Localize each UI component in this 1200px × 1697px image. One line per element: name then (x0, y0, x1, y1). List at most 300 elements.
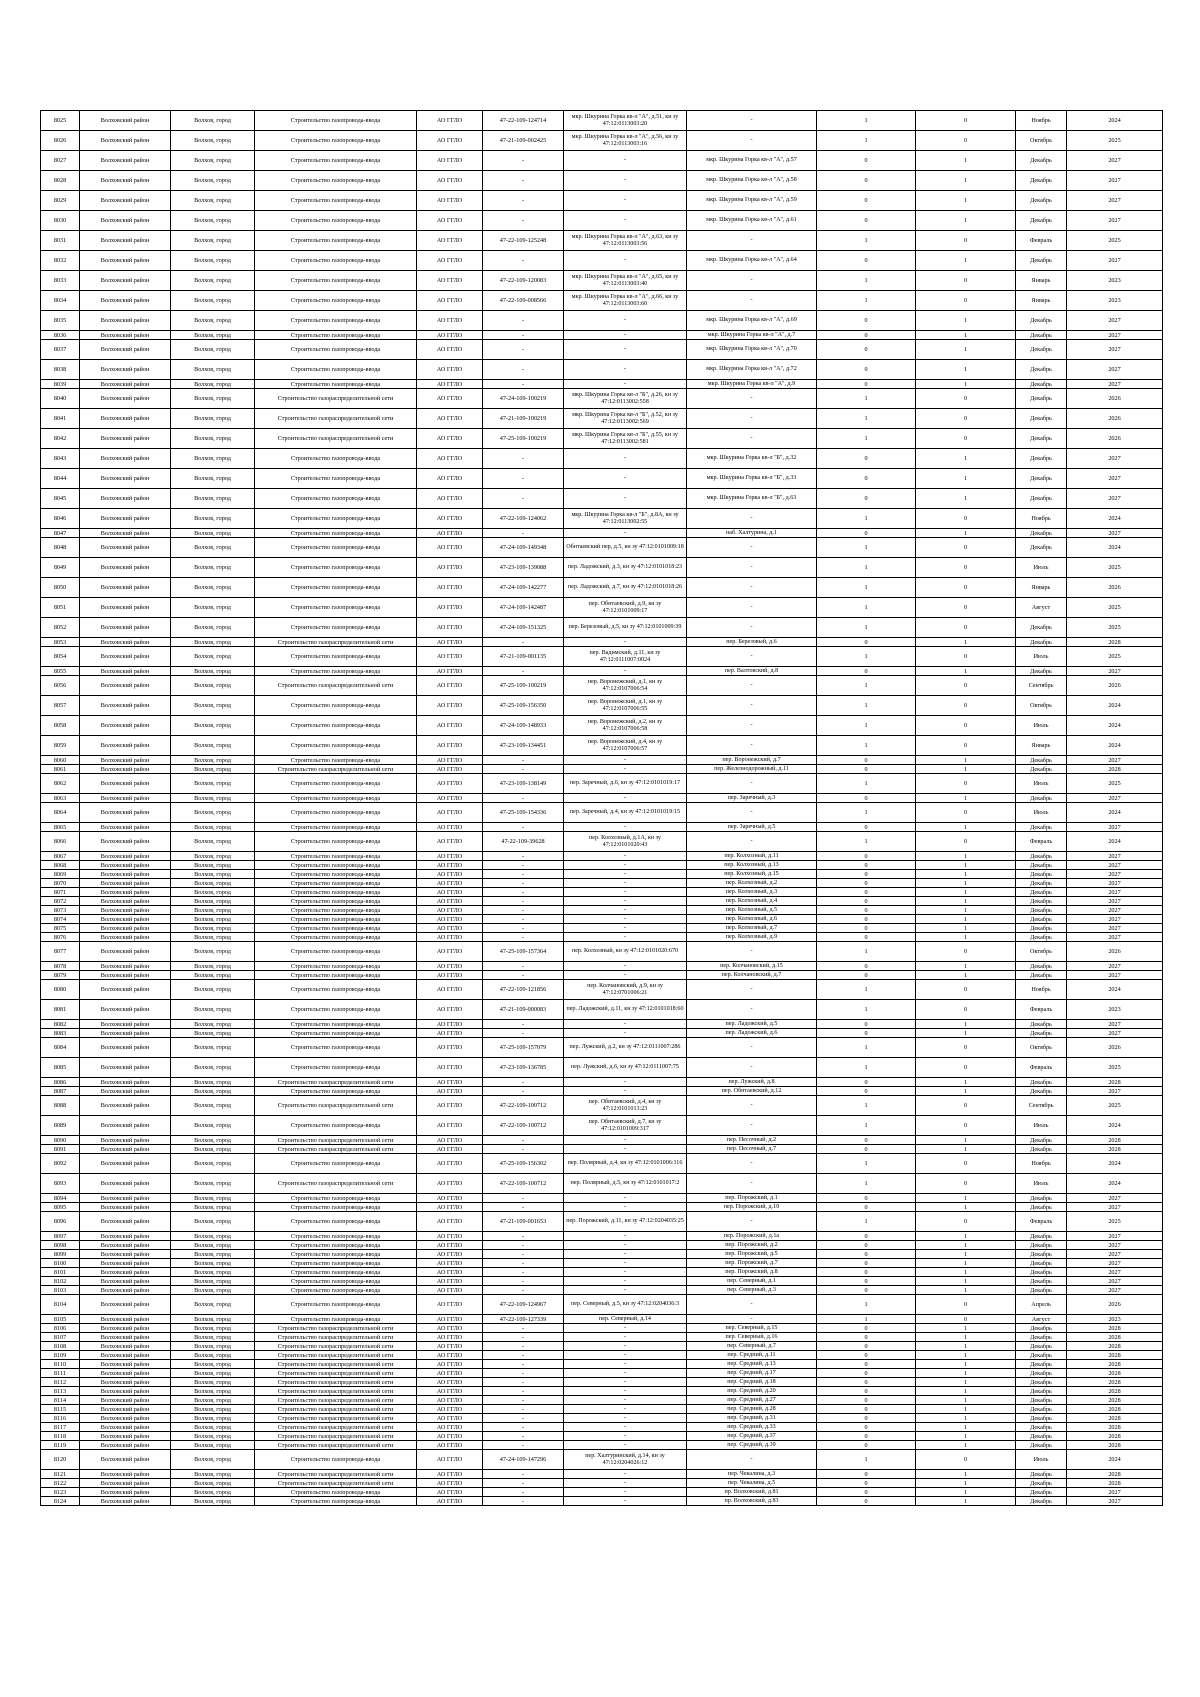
district-cell: Волховский район (80, 832, 171, 852)
address-cell: - (687, 1116, 817, 1136)
organization-cell: АО ГГЛО (417, 1423, 483, 1432)
year-cell: 2028 (1067, 1324, 1163, 1333)
organization-cell: АО ГГЛО (417, 171, 483, 191)
organization-cell: АО ГГЛО (417, 803, 483, 823)
contracted-count-cell: 0 (817, 1387, 916, 1396)
settlement-cell: Волхов, город (171, 924, 255, 933)
settlement-cell: Волхов, город (171, 1497, 255, 1506)
work-type-cell: Строительство газопровода-ввода (255, 716, 417, 736)
month-cell: Декабрь (1016, 211, 1067, 231)
work-type-cell: Строительство газопровода-ввода (255, 469, 417, 489)
planned-count-cell: 0 (916, 509, 1016, 529)
table-row (41, 1174, 1163, 1194)
planned-count-cell: 1 (916, 794, 1016, 803)
address-with-cadastral-cell: пер. Обнтаевский, д.7, кн зу 47:12:0101009:317 (564, 1116, 687, 1136)
year-cell: 2028 (1067, 1145, 1163, 1154)
address-cell: - (687, 716, 817, 736)
address-cell: - (687, 231, 817, 251)
settlement-cell: Волхов, город (171, 1268, 255, 1277)
planned-count-cell: 1 (916, 151, 1016, 171)
district-cell: Волховский район (80, 111, 171, 131)
planned-count-cell: 0 (916, 774, 1016, 794)
contracted-count-cell: 0 (817, 1351, 916, 1360)
contracted-count-cell: 1 (817, 774, 916, 794)
planned-count-cell: 0 (916, 1116, 1016, 1136)
district-cell: Волховский район (80, 360, 171, 380)
work-type-cell: Строительство газораспределительной сети (255, 389, 417, 409)
application-number-cell: - (483, 1488, 564, 1497)
month-cell: Ноябрь (1016, 980, 1067, 1000)
application-number-cell: 47-23-109-134451 (483, 736, 564, 756)
work-type-cell: Строительство газопровода-ввода (255, 736, 417, 756)
table-row (41, 529, 1163, 538)
address-cell: пер. Чекалина, д.5 (687, 1479, 817, 1488)
address-with-cadastral-cell: пер. Северный, д.5, кн зу 47:12:0204036:3 (564, 1295, 687, 1315)
district-cell: Волховский район (80, 409, 171, 429)
district-cell: Волховский район (80, 942, 171, 962)
planned-count-cell: 0 (916, 1096, 1016, 1116)
table-row (41, 1154, 1163, 1174)
month-cell: Ноябрь (1016, 509, 1067, 529)
planned-count-cell: 1 (916, 870, 1016, 879)
address-cell: пер. Средний, д.17 (687, 1369, 817, 1378)
settlement-cell: Волхов, город (171, 1405, 255, 1414)
row-number-cell: 8067 (41, 852, 80, 861)
settlement-cell: Волхов, город (171, 1096, 255, 1116)
application-number-cell: - (483, 311, 564, 331)
address-with-cadastral-cell: - (564, 1387, 687, 1396)
organization-cell: АО ГГЛО (417, 1333, 483, 1342)
work-type-cell: Строительство газопровода-ввода (255, 1232, 417, 1241)
year-cell: 2025 (1067, 618, 1163, 638)
planned-count-cell: 1 (916, 489, 1016, 509)
settlement-cell: Волхов, город (171, 794, 255, 803)
address-with-cadastral-cell: - (564, 1396, 687, 1405)
contracted-count-cell: 1 (817, 231, 916, 251)
work-type-cell: Строительство газопровода-ввода (255, 1116, 417, 1136)
row-number-cell: 8038 (41, 360, 80, 380)
work-type-cell: Строительство газораспределительной сети (255, 1378, 417, 1387)
application-number-cell: - (483, 1369, 564, 1378)
year-cell: 2027 (1067, 1497, 1163, 1506)
address-with-cadastral-cell: мкр. Шкурина Горка кв-л "А", д.56, кн зу 47:12:0113003:16 (564, 131, 687, 151)
month-cell: Декабрь (1016, 449, 1067, 469)
address-cell: пер. Северный, д.15 (687, 1324, 817, 1333)
organization-cell: АО ГГЛО (417, 962, 483, 971)
address-with-cadastral-cell: - (564, 638, 687, 647)
table-row (41, 962, 1163, 971)
application-number-cell: - (483, 449, 564, 469)
contracted-count-cell: 1 (817, 538, 916, 558)
organization-cell: АО ГГЛО (417, 509, 483, 529)
work-type-cell: Строительство газопровода-ввода (255, 151, 417, 171)
month-cell: Октябрь (1016, 131, 1067, 151)
work-type-cell: Строительство газопровода-ввода (255, 1450, 417, 1470)
settlement-cell: Волхов, город (171, 558, 255, 578)
address-with-cadastral-cell: - (564, 1078, 687, 1087)
district-cell: Волховский район (80, 489, 171, 509)
work-type-cell: Строительство газопровода-ввода (255, 852, 417, 861)
row-number-cell: 8107 (41, 1333, 80, 1342)
row-number-cell: 8106 (41, 1324, 80, 1333)
district-cell: Волховский район (80, 736, 171, 756)
table-row (41, 271, 1163, 291)
district-cell: Волховский район (80, 1268, 171, 1277)
contracted-count-cell: 0 (817, 1432, 916, 1441)
table-row (41, 933, 1163, 942)
settlement-cell: Волхов, город (171, 1212, 255, 1232)
contracted-count-cell: 0 (817, 1029, 916, 1038)
organization-cell: АО ГГЛО (417, 1058, 483, 1078)
contracted-count-cell: 0 (817, 1396, 916, 1405)
work-type-cell: Строительство газопровода-ввода (255, 1241, 417, 1250)
district-cell: Волховский район (80, 852, 171, 861)
district-cell: Волховский район (80, 1450, 171, 1470)
organization-cell: АО ГГЛО (417, 1450, 483, 1470)
address-with-cadastral-cell: - (564, 380, 687, 389)
address-with-cadastral-cell: мкр. Шкурина Горка кв-л "Б", д.52, кн зу 47:12:0113002:569 (564, 409, 687, 429)
application-number-cell: - (483, 1342, 564, 1351)
address-cell: пер. Ладожский, д.6 (687, 1029, 817, 1038)
address-with-cadastral-cell: - (564, 1333, 687, 1342)
contracted-count-cell: 0 (817, 1369, 916, 1378)
settlement-cell: Волхов, город (171, 231, 255, 251)
address-cell: - (687, 980, 817, 1000)
settlement-cell: Волхов, город (171, 756, 255, 765)
address-cell: пер. Средний, д.37 (687, 1432, 817, 1441)
application-number-cell: - (483, 529, 564, 538)
address-with-cadastral-cell: - (564, 151, 687, 171)
district-cell: Волховский район (80, 1333, 171, 1342)
settlement-cell: Волхов, город (171, 1295, 255, 1315)
contracted-count-cell: 0 (817, 529, 916, 538)
application-number-cell: - (483, 638, 564, 647)
work-type-cell: Строительство газораспределительной сети (255, 676, 417, 696)
year-cell: 2027 (1067, 971, 1163, 980)
table-row (41, 331, 1163, 340)
application-number-cell: - (483, 765, 564, 774)
application-number-cell: 47-22-109-124967 (483, 1295, 564, 1315)
work-type-cell: Строительство газопровода-ввода (255, 211, 417, 231)
contracted-count-cell: 0 (817, 171, 916, 191)
row-number-cell: 8123 (41, 1488, 80, 1497)
work-type-cell: Строительство газопровода-ввода (255, 980, 417, 1000)
planned-count-cell: 0 (916, 538, 1016, 558)
district-cell: Волховский район (80, 1116, 171, 1136)
planned-count-cell: 0 (916, 131, 1016, 151)
planned-count-cell: 1 (916, 1029, 1016, 1038)
contracted-count-cell: 1 (817, 696, 916, 716)
application-number-cell: 47-25-109-156350 (483, 696, 564, 716)
address-with-cadastral-cell: мкр. Шкурина Горка кв-л "Б", д.55, кн зу 47:12:0113002:581 (564, 429, 687, 449)
work-type-cell: Строительство газораспределительной сети (255, 1387, 417, 1396)
planned-count-cell: 0 (916, 291, 1016, 311)
application-number-cell: 47-22-109-100712 (483, 1096, 564, 1116)
organization-cell: АО ГГЛО (417, 971, 483, 980)
table-row (41, 897, 1163, 906)
organization-cell: АО ГГЛО (417, 449, 483, 469)
district-cell: Волховский район (80, 578, 171, 598)
settlement-cell: Волхов, город (171, 1479, 255, 1488)
planned-count-cell: 0 (916, 1154, 1016, 1174)
organization-cell: АО ГГЛО (417, 1116, 483, 1136)
contracted-count-cell: 0 (817, 897, 916, 906)
settlement-cell: Волхов, город (171, 1342, 255, 1351)
application-number-cell: - (483, 489, 564, 509)
district-cell: Волховский район (80, 803, 171, 823)
planned-count-cell: 1 (916, 1479, 1016, 1488)
address-cell: пер. Северный, д.1 (687, 1277, 817, 1286)
planned-count-cell: 1 (916, 888, 1016, 897)
contracted-count-cell: 0 (817, 1020, 916, 1029)
address-cell: - (687, 832, 817, 852)
table-row (41, 1414, 1163, 1423)
address-with-cadastral-cell: - (564, 311, 687, 331)
contracted-count-cell: 0 (817, 331, 916, 340)
application-number-cell: - (483, 915, 564, 924)
month-cell: Декабрь (1016, 311, 1067, 331)
planned-count-cell: 1 (916, 449, 1016, 469)
row-number-cell: 8031 (41, 231, 80, 251)
address-with-cadastral-cell: пер. Ладожский, д.11, кн зу 47:12:0101018:60 (564, 1000, 687, 1020)
address-cell: пер. Березовый, д.6 (687, 638, 817, 647)
address-with-cadastral-cell: - (564, 360, 687, 380)
table-row (41, 1369, 1163, 1378)
planned-count-cell: 0 (916, 618, 1016, 638)
application-number-cell: - (483, 1277, 564, 1286)
row-number-cell: 8091 (41, 1145, 80, 1154)
application-number-cell: 47-21-109-001135 (483, 647, 564, 667)
table-row (41, 509, 1163, 529)
work-type-cell: Строительство газопровода-ввода (255, 191, 417, 211)
address-cell: - (687, 131, 817, 151)
year-cell: 2025 (1067, 1096, 1163, 1116)
month-cell: Июль (1016, 1450, 1067, 1470)
organization-cell: АО ГГЛО (417, 529, 483, 538)
planned-count-cell: 0 (916, 1174, 1016, 1194)
organization-cell: АО ГГЛО (417, 1277, 483, 1286)
planned-count-cell: 1 (916, 1324, 1016, 1333)
contracted-count-cell: 1 (817, 509, 916, 529)
month-cell: Декабрь (1016, 765, 1067, 774)
application-number-cell: 47-24-109-149348 (483, 538, 564, 558)
address-with-cadastral-cell: - (564, 1479, 687, 1488)
address-cell: пер. Лужский, д.8 (687, 1078, 817, 1087)
work-type-cell: Строительство газопровода-ввода (255, 509, 417, 529)
address-cell: пер. Воронежский, д.7 (687, 756, 817, 765)
row-number-cell: 8056 (41, 676, 80, 696)
contracted-count-cell: 0 (817, 191, 916, 211)
address-cell: пер. Порожский, д.7 (687, 1259, 817, 1268)
district-cell: Волховский район (80, 870, 171, 879)
month-cell: Декабрь (1016, 538, 1067, 558)
work-type-cell: Строительство газораспределительной сети (255, 1333, 417, 1342)
year-cell: 2023 (1067, 271, 1163, 291)
address-with-cadastral-cell: - (564, 171, 687, 191)
year-cell: 2027 (1067, 1268, 1163, 1277)
planned-count-cell: 1 (916, 191, 1016, 211)
table-row (41, 1268, 1163, 1277)
work-type-cell: Строительство газопровода-ввода (255, 971, 417, 980)
work-type-cell: Строительство газопровода-ввода (255, 1058, 417, 1078)
year-cell: 2027 (1067, 151, 1163, 171)
planned-count-cell: 1 (916, 971, 1016, 980)
application-number-cell: 47-22-109-124062 (483, 509, 564, 529)
row-number-cell: 8064 (41, 803, 80, 823)
work-type-cell: Строительство газопровода-ввода (255, 774, 417, 794)
address-with-cadastral-cell: - (564, 1286, 687, 1295)
settlement-cell: Волхов, город (171, 578, 255, 598)
planned-count-cell: 1 (916, 1497, 1016, 1506)
contracted-count-cell: 0 (817, 765, 916, 774)
settlement-cell: Волхов, город (171, 251, 255, 271)
application-number-cell: - (483, 151, 564, 171)
address-with-cadastral-cell: мкр. Шкурина Горка кв-л "А", д.51, кн зу 47:12:0113003:20 (564, 111, 687, 131)
year-cell: 2028 (1067, 1441, 1163, 1450)
table-row (41, 1315, 1163, 1324)
year-cell: 2027 (1067, 1250, 1163, 1259)
address-cell: пер. Колхозный, д.5 (687, 906, 817, 915)
year-cell: 2028 (1067, 1432, 1163, 1441)
district-cell: Волховский район (80, 879, 171, 888)
year-cell: 2024 (1067, 716, 1163, 736)
settlement-cell: Волхов, город (171, 852, 255, 861)
application-number-cell: - (483, 1405, 564, 1414)
settlement-cell: Волхов, город (171, 1241, 255, 1250)
work-type-cell: Строительство газопровода-ввода (255, 667, 417, 676)
row-number-cell: 8085 (41, 1058, 80, 1078)
planned-count-cell: 0 (916, 980, 1016, 1000)
address-cell: пер. Колхозный, д.15 (687, 870, 817, 879)
district-cell: Волховский район (80, 1387, 171, 1396)
district-cell: Волховский район (80, 1020, 171, 1029)
work-type-cell: Строительство газопровода-ввода (255, 794, 417, 803)
contracted-count-cell: 1 (817, 111, 916, 131)
row-number-cell: 8103 (41, 1286, 80, 1295)
address-with-cadastral-cell: - (564, 251, 687, 271)
settlement-cell: Волхов, город (171, 111, 255, 131)
district-cell: Волховский район (80, 933, 171, 942)
organization-cell: АО ГГЛО (417, 915, 483, 924)
month-cell: Декабрь (1016, 1333, 1067, 1342)
planned-count-cell: 0 (916, 111, 1016, 131)
contracted-count-cell: 1 (817, 803, 916, 823)
settlement-cell: Волхов, город (171, 1020, 255, 1029)
month-cell: Декабрь (1016, 1396, 1067, 1405)
row-number-cell: 8058 (41, 716, 80, 736)
row-number-cell: 8116 (41, 1414, 80, 1423)
row-number-cell: 8095 (41, 1203, 80, 1212)
row-number-cell: 8028 (41, 171, 80, 191)
row-number-cell: 8052 (41, 618, 80, 638)
address-cell: - (687, 736, 817, 756)
address-cell: пр. Волховский, д.83 (687, 1497, 817, 1506)
organization-cell: АО ГГЛО (417, 676, 483, 696)
address-cell: пер. Песочный, д.7 (687, 1145, 817, 1154)
contracted-count-cell: 0 (817, 1333, 916, 1342)
settlement-cell: Волхов, город (171, 1000, 255, 1020)
application-number-cell: - (483, 1396, 564, 1405)
address-with-cadastral-cell: пер. Воронежский, д.2, кн зу 47:12:0107006:58 (564, 716, 687, 736)
settlement-cell: Волхов, город (171, 1087, 255, 1096)
year-cell: 2027 (1067, 1277, 1163, 1286)
settlement-cell: Волхов, город (171, 1315, 255, 1324)
year-cell: 2027 (1067, 962, 1163, 971)
application-number-cell: - (483, 251, 564, 271)
address-cell: - (687, 291, 817, 311)
address-cell: - (687, 1295, 817, 1315)
contracted-count-cell: 0 (817, 1479, 916, 1488)
table-row (41, 1241, 1163, 1250)
table-row (41, 774, 1163, 794)
work-type-cell: Строительство газопровода-ввода (255, 861, 417, 870)
work-type-cell: Строительство газопровода-ввода (255, 271, 417, 291)
address-with-cadastral-cell: пер. Халтуринский, д.14, кн зу 47:12:0204026:12 (564, 1450, 687, 1470)
month-cell: Октябрь (1016, 942, 1067, 962)
contracted-count-cell: 0 (817, 1277, 916, 1286)
application-number-cell: 47-25-109-157079 (483, 1038, 564, 1058)
address-with-cadastral-cell: - (564, 331, 687, 340)
month-cell: Декабрь (1016, 823, 1067, 832)
address-with-cadastral-cell: - (564, 756, 687, 765)
contracted-count-cell: 1 (817, 409, 916, 429)
contracted-count-cell: 0 (817, 888, 916, 897)
organization-cell: АО ГГЛО (417, 111, 483, 131)
table-row (41, 1441, 1163, 1450)
district-cell: Волховский район (80, 529, 171, 538)
settlement-cell: Волхов, город (171, 1441, 255, 1450)
planned-count-cell: 1 (916, 879, 1016, 888)
table-row (41, 1423, 1163, 1432)
month-cell: Декабрь (1016, 1241, 1067, 1250)
address-cell: пр. Волховский, д.81 (687, 1488, 817, 1497)
planned-count-cell: 0 (916, 1000, 1016, 1020)
planned-count-cell: 0 (916, 942, 1016, 962)
district-cell: Волховский район (80, 1154, 171, 1174)
planned-count-cell: 1 (916, 311, 1016, 331)
year-cell: 2025 (1067, 231, 1163, 251)
table-row (41, 823, 1163, 832)
address-with-cadastral-cell: - (564, 1029, 687, 1038)
address-cell: пер. Средний, д.20 (687, 1387, 817, 1396)
application-number-cell: - (483, 1268, 564, 1277)
table-row (41, 1351, 1163, 1360)
work-type-cell: Строительство газопровода-ввода (255, 1250, 417, 1259)
month-cell: Декабрь (1016, 1277, 1067, 1286)
settlement-cell: Волхов, город (171, 271, 255, 291)
table-row (41, 1116, 1163, 1136)
application-number-cell: 47-25-109-100219 (483, 676, 564, 696)
application-number-cell: - (483, 852, 564, 861)
address-with-cadastral-cell: - (564, 1145, 687, 1154)
application-number-cell: 47-24-109-142487 (483, 598, 564, 618)
contracted-count-cell: 1 (817, 1096, 916, 1116)
work-type-cell: Строительство газопровода-ввода (255, 1277, 417, 1286)
organization-cell: АО ГГЛО (417, 1286, 483, 1295)
table-row (41, 1295, 1163, 1315)
row-number-cell: 8090 (41, 1136, 80, 1145)
organization-cell: АО ГГЛО (417, 340, 483, 360)
table-row (41, 1058, 1163, 1078)
application-number-cell: - (483, 1414, 564, 1423)
work-type-cell: Строительство газораспределительной сети (255, 1479, 417, 1488)
organization-cell: АО ГГЛО (417, 618, 483, 638)
year-cell: 2027 (1067, 667, 1163, 676)
settlement-cell: Волхов, город (171, 888, 255, 897)
contracted-count-cell: 0 (817, 794, 916, 803)
row-number-cell: 8037 (41, 340, 80, 360)
year-cell: 2025 (1067, 647, 1163, 667)
